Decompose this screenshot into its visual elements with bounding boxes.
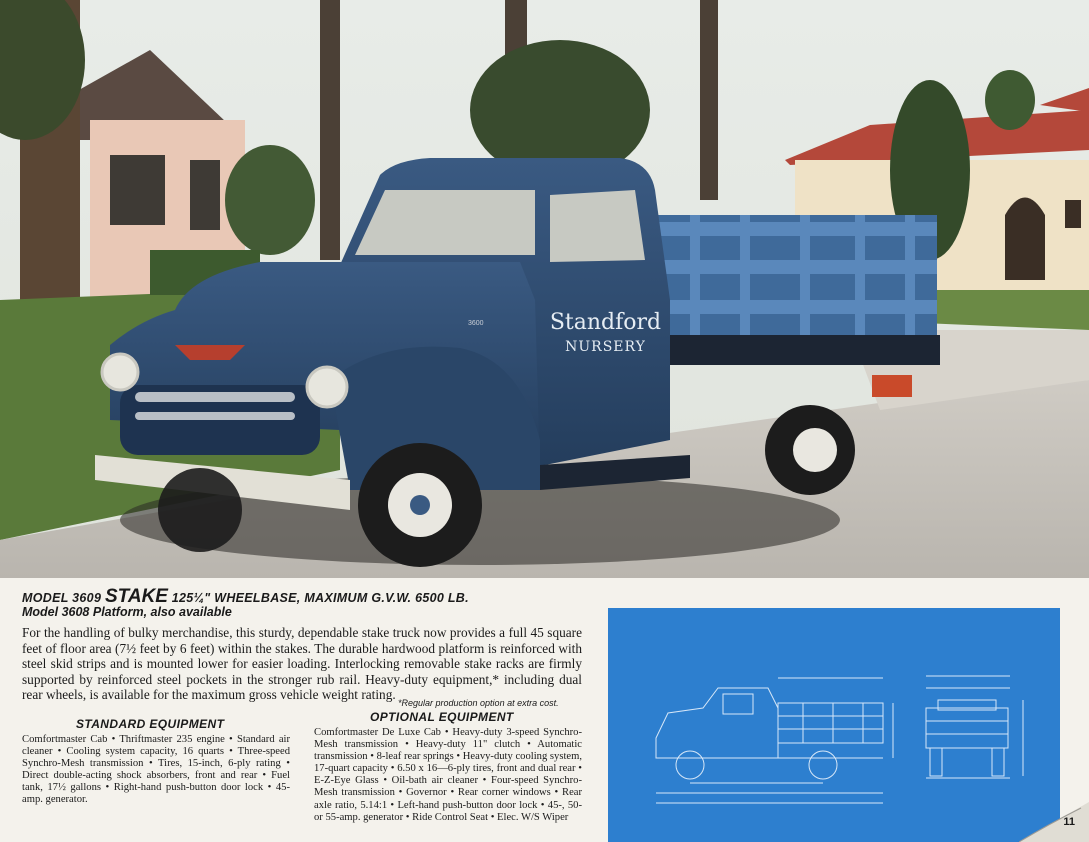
model-subline: Model 3608 Platform, also available xyxy=(22,605,232,619)
page-curl xyxy=(1019,802,1089,842)
standard-equipment-text: Comfortmaster Cab • Thriftmaster 235 engine • Standard air cleaner • Cooling system capacity, 16 quarts • Three-speed Synchro-Mesh transmission • Tires, 15-inch, 6-ply rating • Direct double-acting shock absorbers, front and rear • Fuel tank, 17½ gallons • Right-hand push-button door lock • 45-amp. generator. xyxy=(22,734,290,806)
text-section xyxy=(0,578,1089,842)
model-suffix: 125¼" WHEELBASE, MAXIMUM G.V.W. 6500 LB. xyxy=(171,591,469,605)
standard-equipment-heading: STANDARD EQUIPMENT xyxy=(76,717,225,731)
hood-badge: 3600 xyxy=(468,320,484,327)
description-paragraph: For the handling of bulky merchandise, this sturdy, dependable stake truck now provides a full 45 square feet of floor area (7½ feet by 6 feet) within the stakes. The durable hardwood platform is reinforced with steel skid strips and is mounted lower for easier loading. Interlocking removable stake racks are firmly supported by reinforced steel pockets in the stronger rub rail. Heavy-duty equipment,* including dual rear wheels, is available for the maximum gross vehicle weight rating. xyxy=(22,625,582,703)
door-lettering xyxy=(548,310,663,355)
optional-equipment-heading: OPTIONAL EQUIPMENT xyxy=(370,710,514,724)
footnote: *Regular production option at extra cost. xyxy=(398,698,559,708)
page-number: 11 xyxy=(1063,816,1075,828)
door-text-nursery: NURSERY xyxy=(565,339,646,355)
model-prefix: MODEL 3609 xyxy=(22,591,102,605)
optional-equipment-text: Comfortmaster De Luxe Cab • Heavy-duty 3-speed Synchro-Mesh transmission • Heavy-duty 11" clutch • Automatic transmission • 8-leaf rear springs • Heavy-duty cooling system, 17-quart capacity • 6.50 x 16—6-ply tires, front and dual rear • E-Z-Eye Glass • Oil-bath air cleaner • Four-speed Synchro-Mesh transmission • Governor • Rear corner windows • Rear axle ratio, 5.14:1 • Left-hand push-button door lock • 45-, 50- or 55-amp. generator • Ride Control Seat • Elec. W/S Wiper xyxy=(314,727,582,823)
blueprint-diagram xyxy=(608,608,1060,842)
door-text-company: Standford xyxy=(549,310,662,335)
model-name: STAKE xyxy=(104,586,168,607)
